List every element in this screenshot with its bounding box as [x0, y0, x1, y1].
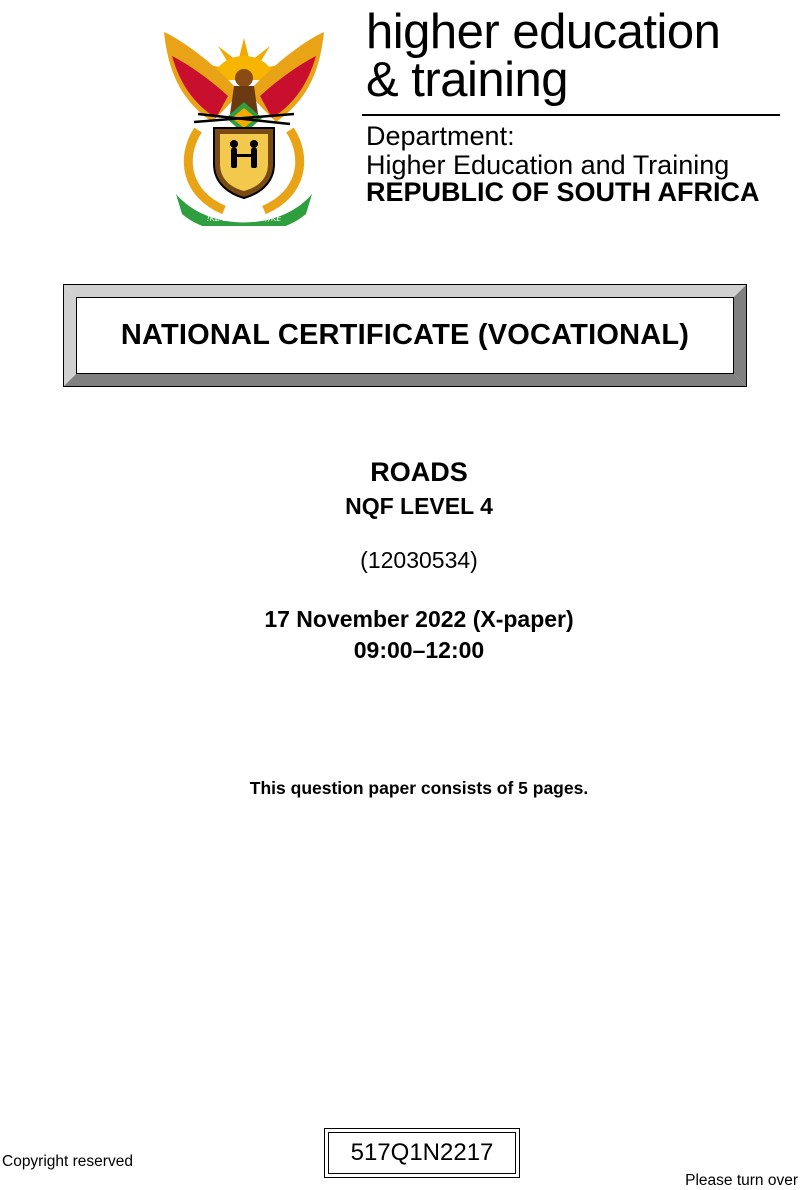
- department-name: [366, 122, 729, 180]
- department-label: Department:: [366, 121, 515, 151]
- wordmark-line-1: higher education: [366, 5, 721, 59]
- coat-of-arms-icon: [158, 18, 330, 226]
- nqf-level: NQF LEVEL 4: [345, 493, 493, 519]
- paper-code-box: [324, 1128, 520, 1178]
- exam-time: 09:00–12:00: [353, 637, 485, 663]
- svg-text:!KE E: /XARRA //KE: !KE E: /XARRA //KE: [206, 214, 282, 223]
- subject-title: ROADS: [370, 457, 468, 487]
- certificate-title: NATIONAL CERTIFICATE (VOCATIONAL): [120, 319, 690, 351]
- turn-over-note: Please turn over: [685, 1172, 798, 1189]
- certificate-banner: [63, 284, 747, 387]
- country-name: REPUBLIC OF SOUTH AFRICA: [366, 177, 760, 207]
- header-rule: [362, 114, 780, 116]
- wordmark-line-2: & training: [366, 53, 569, 107]
- page-count-note: This question paper consists of 5 pages.: [249, 778, 589, 798]
- department-full-name: Higher Education and Training: [366, 150, 730, 180]
- copyright-notice: Copyright reserved: [2, 1153, 133, 1170]
- department-wordmark: [366, 5, 721, 107]
- subject-code: (12030534): [360, 547, 478, 573]
- exam-date: 17 November 2022 (X-paper): [264, 606, 574, 632]
- paper-code: 517Q1N2217: [328, 1132, 516, 1174]
